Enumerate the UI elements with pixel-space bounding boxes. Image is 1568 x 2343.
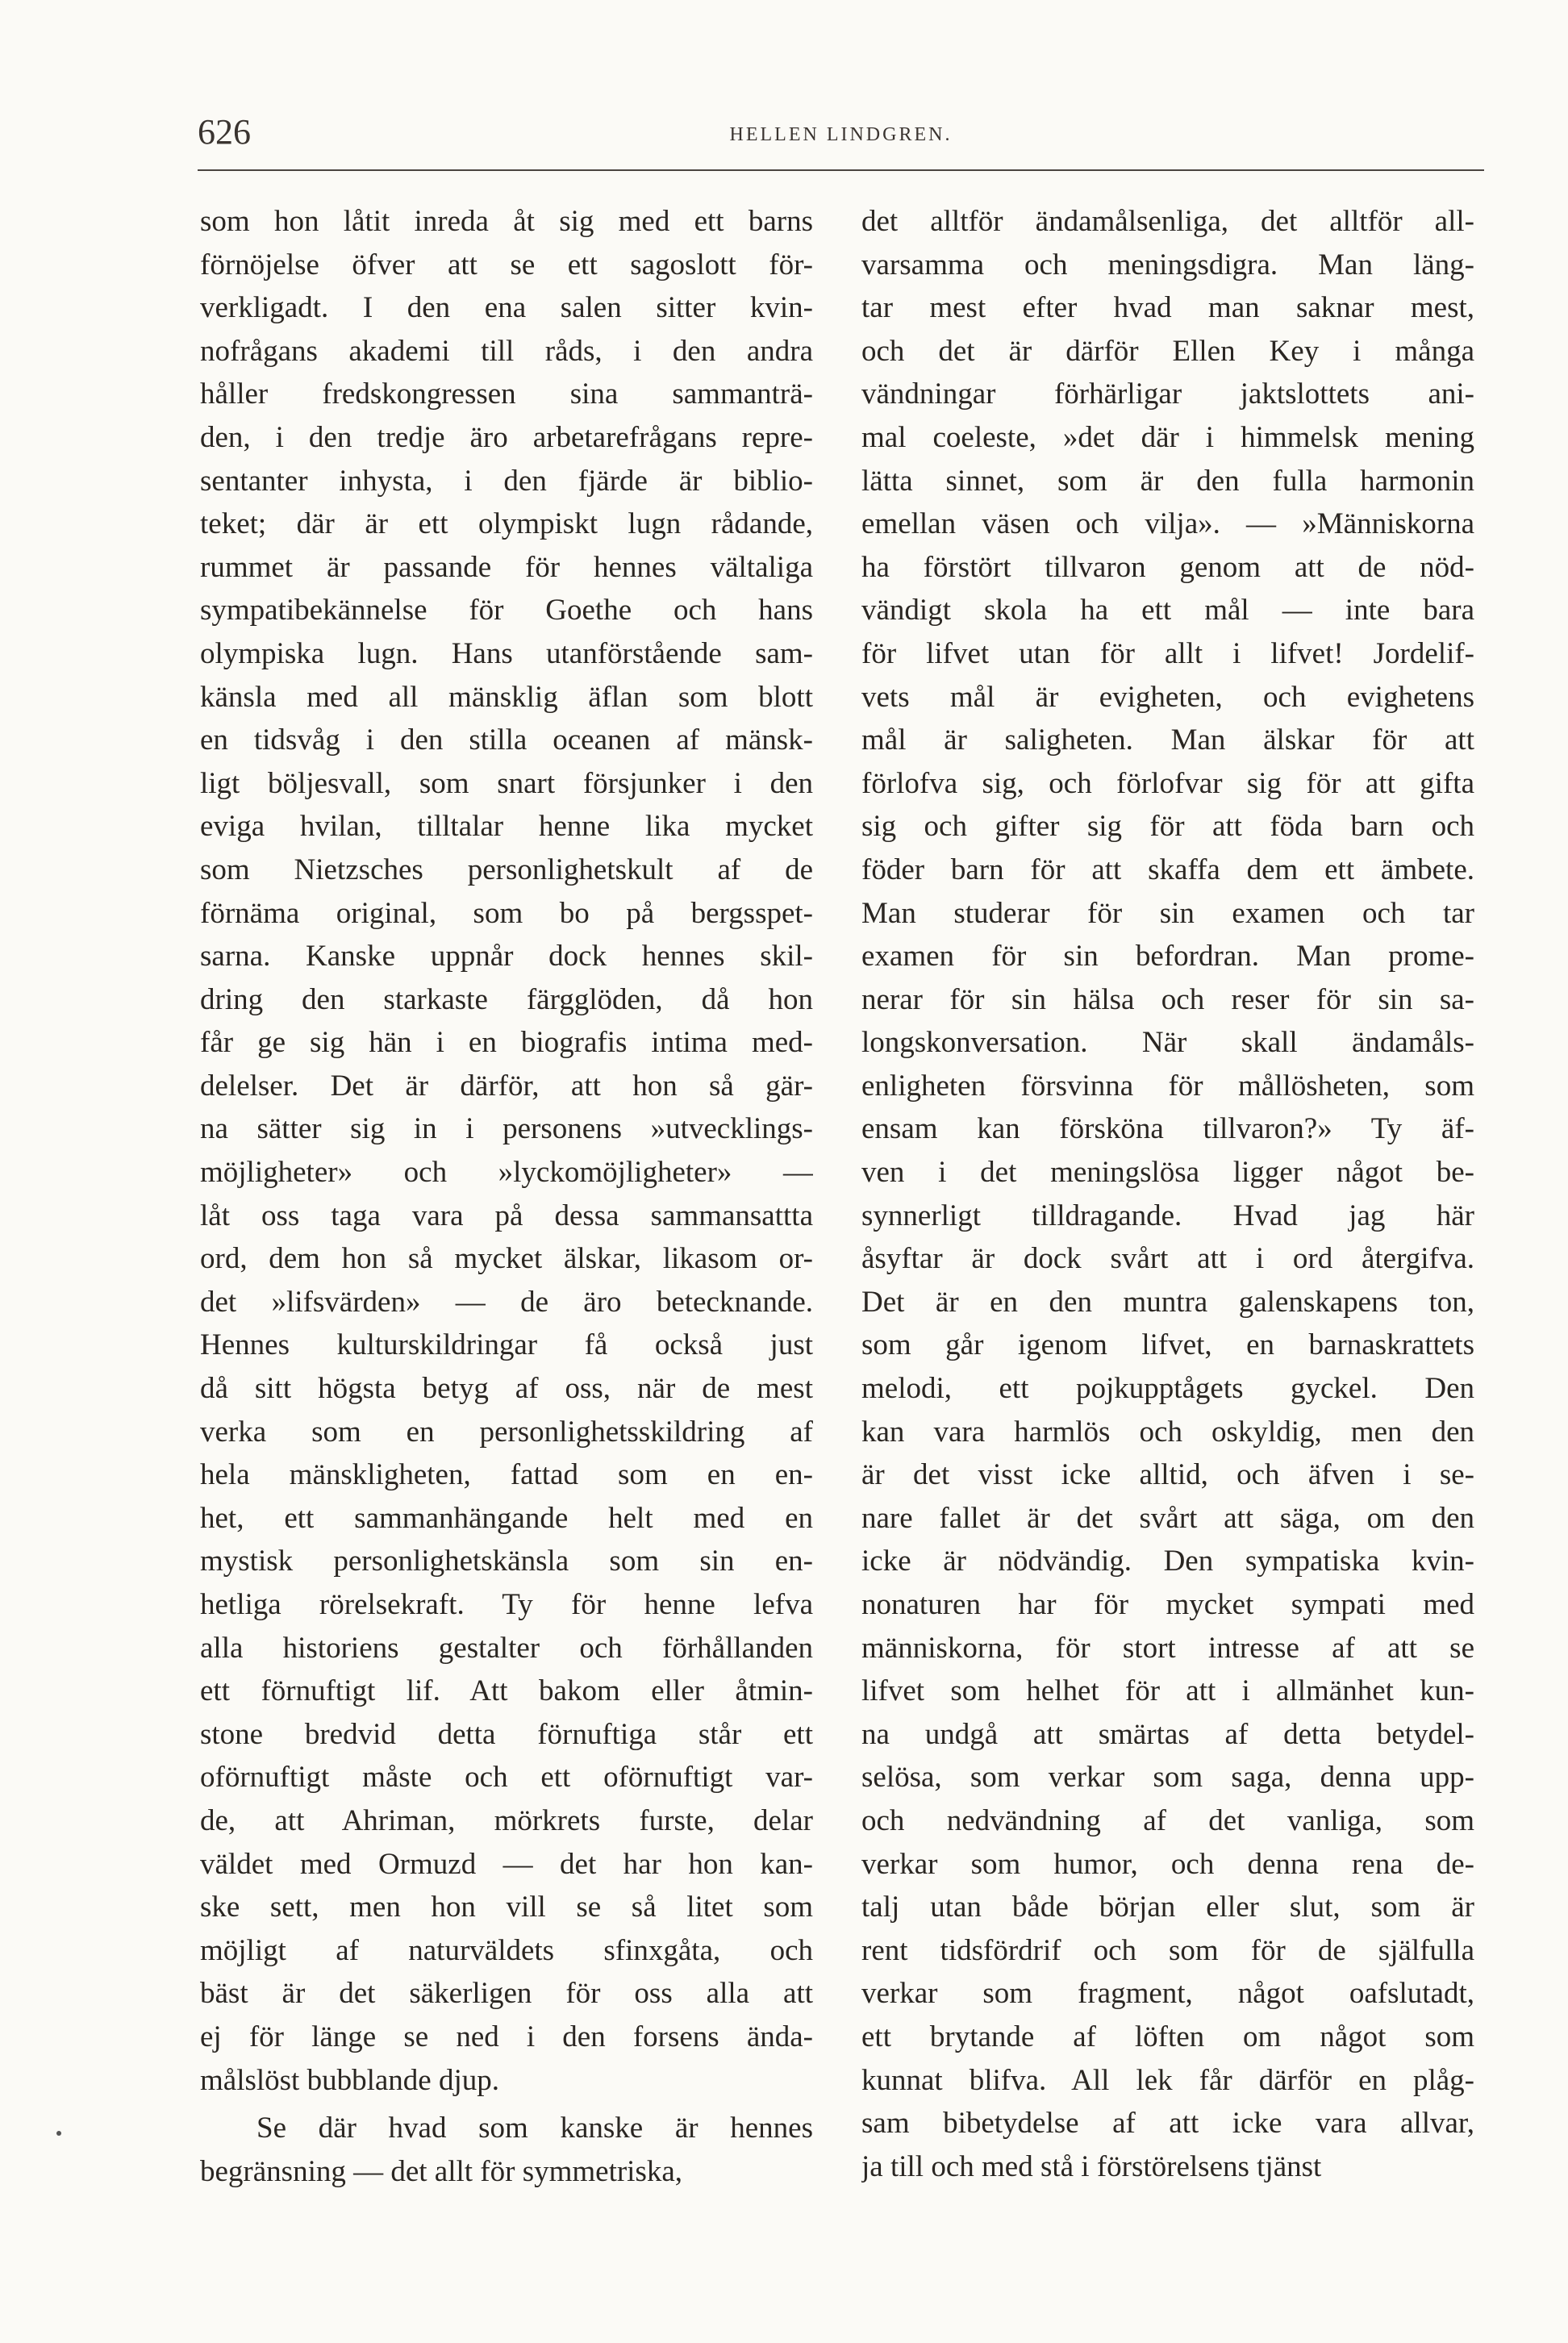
- text-line: sentanter inhysta, i den fjärde är biblio-: [200, 464, 813, 498]
- text-line: begränsning — det allt för symmetriska,: [200, 2154, 683, 2188]
- text-line: sam bibetydelse af att icke vara allvar,: [861, 2107, 1474, 2141]
- text-line: olympiska lugn. Hans utanförstående sam-: [200, 636, 813, 670]
- text-line: ske sett, men hon vill se så litet som: [200, 1891, 813, 1924]
- text-line: verkligadt. I den ena salen sitter kvin-: [200, 291, 813, 325]
- text-line: kan vara harmlös och oskyldig, men den: [861, 1415, 1474, 1449]
- text-line: melodi, ett pojkupptågets gyckel. Den: [861, 1372, 1474, 1406]
- text-line: dring den starkaste färgglöden, då hon: [200, 982, 813, 1016]
- text-line: ett förnuftigt lif. Att bakom eller åtmin-: [200, 1674, 813, 1708]
- text-line: teket; där är ett olympiskt lugn rådande,: [200, 507, 813, 541]
- text-line: na undgå att smärtas af detta betydel-: [861, 1717, 1474, 1751]
- text-line: ven i det meningslösa ligger något be-: [861, 1156, 1474, 1190]
- text-line: möjligt af naturväldets sfinxgåta, och: [200, 1933, 813, 1967]
- text-line: bäst är det säkerligen för oss alla att: [200, 1977, 813, 2011]
- text-line: som Nietzsches personlighetskult af de: [200, 853, 813, 886]
- text-line: synnerligt tilldragande. Hvad jag här: [861, 1199, 1474, 1232]
- header-rule: [198, 169, 1484, 171]
- page-number: 626: [198, 112, 251, 152]
- text-line: den, i den tredje äro arbetarefrågans repre-: [200, 420, 813, 454]
- text-line: vändningar förhärligar jaktslottets ani-: [861, 377, 1474, 411]
- running-head: HELLEN LINDGREN.: [729, 124, 953, 145]
- text-line: mål är saligheten. Man älskar för att: [861, 723, 1474, 757]
- text-line: sarna. Kanske uppnår dock hennes skil-: [200, 940, 813, 973]
- text-line: nare fallet är det svårt att säga, om den: [861, 1501, 1474, 1535]
- text-line: lätta sinnet, som är den fulla harmonin: [861, 464, 1474, 498]
- text-line: nofrågans akademi till råds, i den andra: [200, 334, 813, 368]
- text-line: verkar som fragment, något oafslutadt,: [861, 1977, 1474, 2011]
- text-line: föder barn för att skaffa dem ett ämbete.: [861, 853, 1474, 886]
- text-line: kunnat blifva. All lek får därför en plåg-: [861, 2063, 1474, 2097]
- text-line: de, att Ahriman, mörkrets furste, delar: [200, 1803, 813, 1837]
- text-line: som hon låtit inreda åt sig med ett barns: [200, 205, 813, 238]
- text-line: förnäma original, som bo på bergsspet-: [200, 896, 813, 930]
- page-header: [198, 111, 1484, 160]
- right-column: [861, 200, 1474, 2188]
- text-line: nonaturen har för mycket sympati med: [861, 1588, 1474, 1621]
- text-line: då sitt högsta betyg af oss, när de mest: [200, 1372, 813, 1406]
- text-line: för lifvet utan för allt i lifvet! Jordelif-: [861, 636, 1474, 670]
- text-line: Det är en den muntra galenskapens ton,: [861, 1285, 1474, 1319]
- text-line: delelser. Det är därför, att hon så gär-: [200, 1069, 813, 1103]
- left-column: [200, 200, 813, 2193]
- text-line: na sätter sig in i personens »utvecklings-: [200, 1112, 813, 1146]
- text-line: och det är därför Ellen Key i många: [861, 334, 1474, 368]
- margin-mark: [56, 2131, 61, 2136]
- text-line: Hennes kulturskildringar få också just: [200, 1328, 813, 1362]
- text-line: sympatibekännelse för Goethe och hans: [200, 594, 813, 627]
- text-line: varsamma och meningsdigra. Man läng-: [861, 248, 1474, 281]
- text-line: ligt böljesvall, som snart försjunker i den: [200, 766, 813, 800]
- text-line: förnöjelse öfver att se ett sagoslott för-: [200, 248, 813, 281]
- text-line: nerar för sin hälsa och reser för sin sa-: [861, 982, 1474, 1016]
- text-line: examen för sin befordran. Man prome-: [861, 940, 1474, 973]
- text-line: förlofva sig, och förlofvar sig för att gifta: [861, 766, 1474, 800]
- text-line: en tidsvåg i den stilla oceanen af mänsk-: [200, 723, 813, 757]
- text-line: ett brytande af löften om något som: [861, 2020, 1474, 2053]
- text-line: ej för länge se ned i den forsens ända-: [200, 2020, 813, 2053]
- text-line: stone bredvid detta förnuftiga står ett: [200, 1717, 813, 1751]
- text-line: oförnuftigt måste och ett oförnuftigt var-: [200, 1761, 813, 1795]
- text-line: longskonversation. När skall ändamåls-: [861, 1026, 1474, 1060]
- text-line: och nedvändning af det vanliga, som: [861, 1803, 1474, 1837]
- text-line: håller fredskongressen sina sammanträ-: [200, 377, 813, 411]
- text-line: sig och gifter sig för att föda barn och: [861, 810, 1474, 844]
- text-line: emellan väsen och vilja». — »Människorna: [861, 507, 1474, 541]
- text-line: väldet med Ormuzd — det har hon kan-: [200, 1847, 813, 1881]
- text-line: het, ett sammanhängande helt med en: [200, 1501, 813, 1535]
- text-line: hetliga rörelsekraft. Ty för henne lefva: [200, 1588, 813, 1621]
- text-line: mystisk personlighetskänsla som sin en-: [200, 1545, 813, 1578]
- text-line: verka som en personlighetsskildring af: [200, 1415, 813, 1449]
- text-line: lifvet som helhet för att i allmänhet kun-: [861, 1674, 1474, 1708]
- text-line: ha förstört tillvaron genom att de nöd-: [861, 550, 1474, 584]
- text-line: rent tidsfördrif och som för de själfulla: [861, 1933, 1474, 1967]
- text-line: människorna, för stort intresse af att se: [861, 1631, 1474, 1665]
- text-line: låt oss taga vara på dessa sammansattta: [200, 1199, 813, 1232]
- text-line: Se där hvad som kanske är hennes: [256, 2112, 813, 2145]
- text-line: icke är nödvändig. Den sympatiska kvin-: [861, 1545, 1474, 1578]
- text-line: rummet är passande för hennes vältaliga: [200, 550, 813, 584]
- text-line: målslöst bubblande djup.: [200, 2063, 499, 2097]
- text-line: det alltför ändamålsenliga, det alltför all-: [861, 205, 1474, 238]
- text-line: som går igenom lifvet, en barnaskrattets: [861, 1328, 1474, 1362]
- text-line: åsyftar är dock svårt att i ord återgifva.: [861, 1242, 1474, 1276]
- text-line: det »lifsvärden» — de äro betecknande.: [200, 1285, 813, 1319]
- text-line: eviga hvilan, tilltalar henne lika mycket: [200, 810, 813, 844]
- text-line: tar mest efter hvad man saknar mest,: [861, 291, 1474, 325]
- text-line: talj utan både början eller slut, som är: [861, 1891, 1474, 1924]
- text-line: är det visst icke alltid, och äfven i se-: [861, 1458, 1474, 1492]
- text-line: Man studerar för sin examen och tar: [861, 896, 1474, 930]
- text-line: ord, dem hon så mycket älskar, likasom or-: [200, 1242, 813, 1276]
- text-line: känsla med all mänsklig äflan som blott: [200, 680, 813, 714]
- text-line: alla historiens gestalter och förhållanden: [200, 1631, 813, 1665]
- text-line: får ge sig hän i en biografis intima med-: [200, 1026, 813, 1060]
- text-line: vets mål är evigheten, och evighetens: [861, 680, 1474, 714]
- text-line: vändigt skola ha ett mål — inte bara: [861, 594, 1474, 627]
- text-line: ensam kan försköna tillvaron?» Ty äf-: [861, 1112, 1474, 1146]
- text-line: mal coeleste, »det där i himmelsk mening: [861, 420, 1474, 454]
- text-line: enligheten försvinna för mållösheten, som: [861, 1069, 1474, 1103]
- text-line: verkar som humor, och denna rena de-: [861, 1847, 1474, 1881]
- text-line: selösa, som verkar som saga, denna upp-: [861, 1761, 1474, 1795]
- text-line: ja till och med stå i förstörelsens tjänst: [861, 2149, 1322, 2183]
- text-line: möjligheter» och »lyckomöjligheter» —: [200, 1156, 813, 1190]
- text-line: hela mänskligheten, fattad som en en-: [200, 1458, 813, 1492]
